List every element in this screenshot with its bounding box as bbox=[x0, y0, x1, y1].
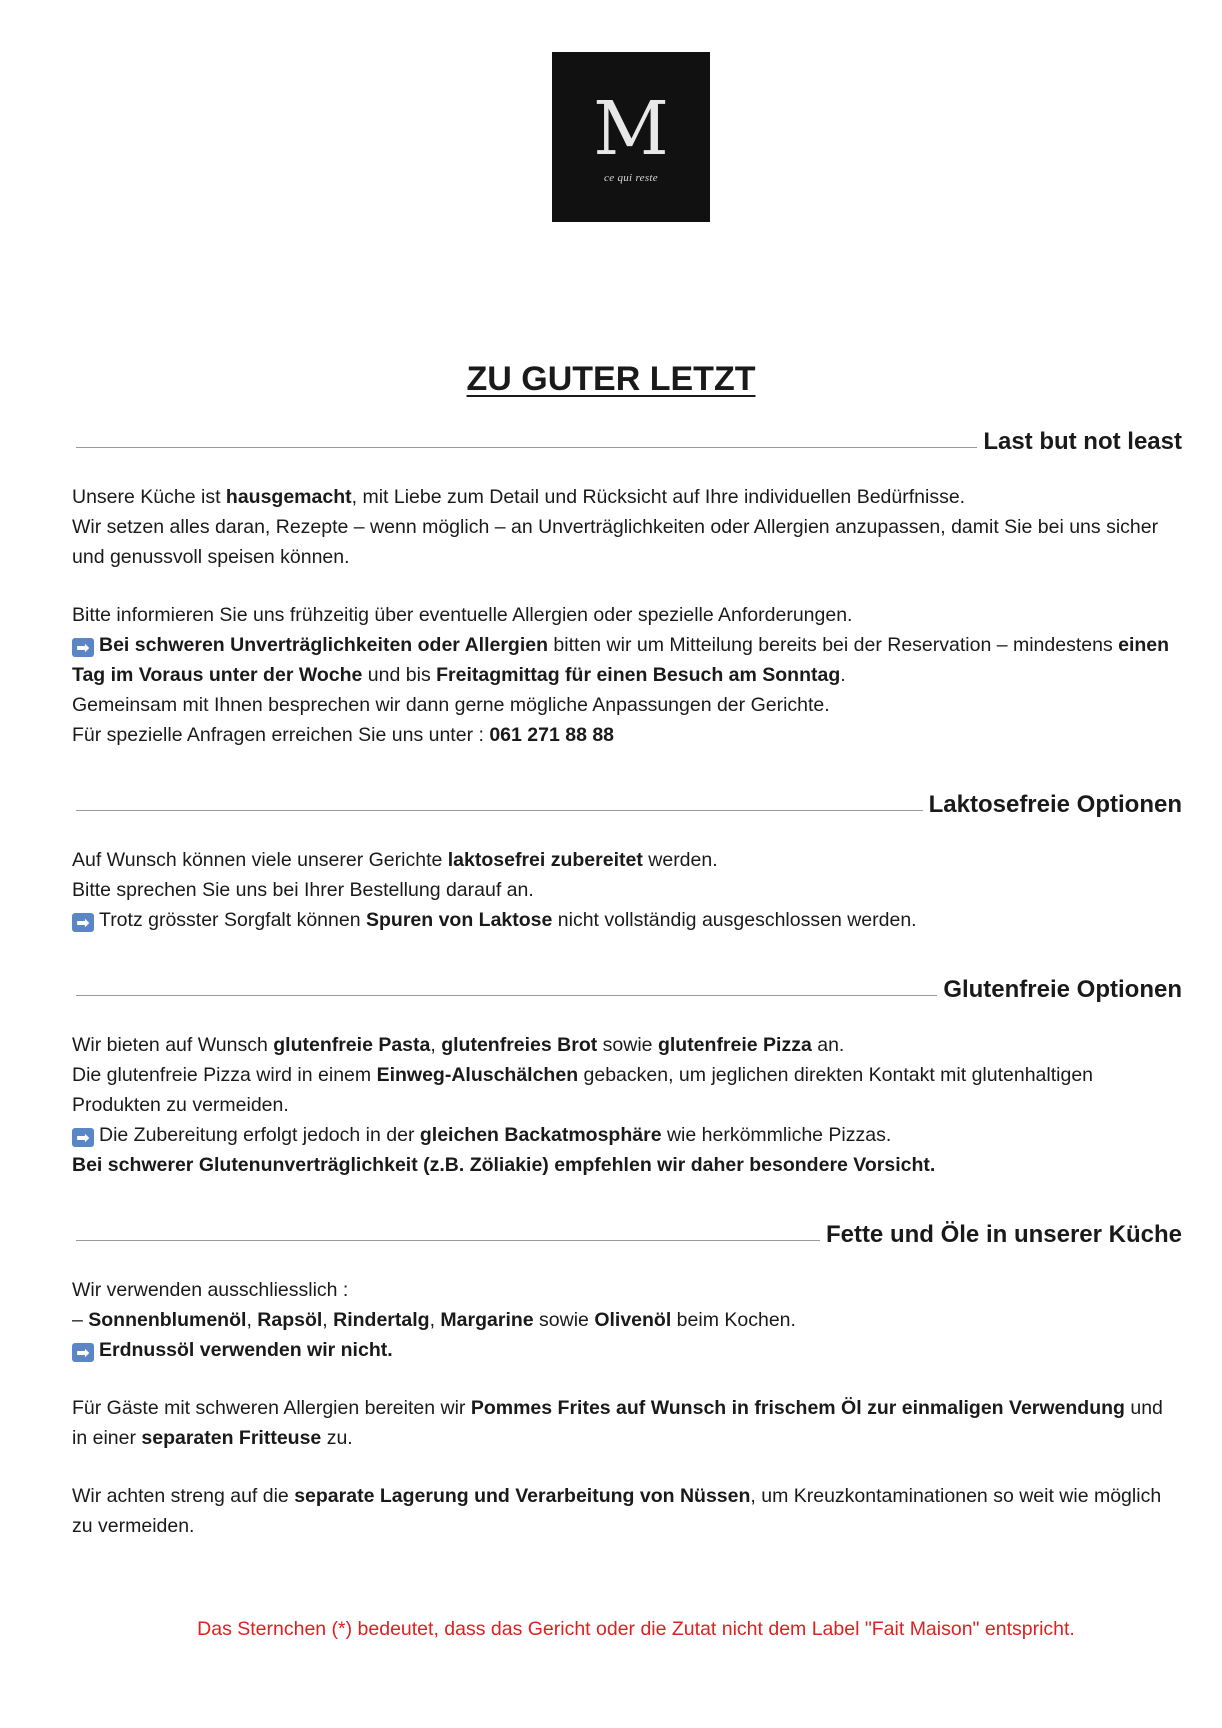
section-body-gluten bbox=[72, 1030, 1182, 1180]
section-heading-fats bbox=[76, 1209, 1182, 1249]
section-body-fats bbox=[72, 1275, 1182, 1541]
paragraph: ➡ Bei schweren Unverträglichkeiten oder Allergien bitten wir um Mitteilung bereits bei der Reservation – mindestens einen Tag im Voraus unter der Woche und bis Freitagmittag für einen Besuch am Sonntag. bbox=[72, 634, 1170, 686]
logo-tagline: ce qui reste bbox=[604, 172, 658, 184]
paragraph: Die glutenfreie Pizza wird in einem Einweg-Aluschälchen gebacken, um jeglichen direkten Kontakt mit glutenhaltigen Produkten zu vermeiden. bbox=[72, 1064, 1094, 1116]
paragraph: Unsere Küche ist hausgemacht, mit Liebe zum Detail und Rücksicht auf Ihre individuellen Bedürfnisse. bbox=[72, 486, 966, 508]
section-heading-intro bbox=[76, 416, 1182, 456]
paragraph: Bei schwerer Glutenunverträglichkeit (z.B. Zöliakie) empfehlen wir daher besondere Vorsicht. bbox=[72, 1154, 936, 1176]
fait-maison-footnote: Das Sternchen (*) bedeutet, dass das Gericht oder die Zutat nicht dem Label "Fait Maison" entspricht. bbox=[197, 1618, 1075, 1640]
phone-number: 061 271 88 88 bbox=[489, 724, 615, 746]
section-heading-lactose bbox=[76, 779, 1182, 819]
paragraph: Wir verwenden ausschliesslich : bbox=[72, 1279, 349, 1301]
paragraph: Wir achten streng auf die separate Lagerung und Verarbeitung von Nüssen, um Kreuzkontaminationen so weit wie möglich zu vermeiden. bbox=[72, 1485, 1162, 1537]
section-title: Fette und Öle in unserer Küche bbox=[820, 1223, 1182, 1247]
arrow-right-icon: ➡ bbox=[72, 638, 94, 657]
section-body-intro bbox=[72, 482, 1182, 750]
paragraph: Wir setzen alles daran, Rezepte – wenn möglich – an Unverträglichkeiten oder Allergien anzupassen, damit Sie bei uns sicher und genussvoll speisen können. bbox=[72, 516, 1159, 568]
paragraph: – Sonnenblumenöl, Rapsöl, Rindertalg, Margarine sowie Olivenöl beim Kochen. bbox=[72, 1309, 796, 1331]
paragraph: Für spezielle Anfragen erreichen Sie uns unter : 061 271 88 88 bbox=[72, 724, 615, 746]
paragraph: ➡ Erdnussöl verwenden wir nicht. bbox=[72, 1335, 1182, 1365]
arrow-right-icon: ➡ bbox=[72, 1128, 94, 1147]
paragraph: Bitte informieren Sie uns frühzeitig über eventuelle Allergien oder spezielle Anforderungen. bbox=[72, 604, 853, 626]
section-title: Last but not least bbox=[977, 430, 1182, 454]
section-heading-gluten bbox=[76, 964, 1182, 1004]
logo-letter: M bbox=[593, 86, 669, 172]
arrow-right-icon: ➡ bbox=[72, 913, 94, 932]
paragraph: Wir bieten auf Wunsch glutenfreie Pasta, glutenfreies Brot sowie glutenfreie Pizza an. bbox=[72, 1034, 845, 1056]
section-title: Glutenfreie Optionen bbox=[937, 978, 1182, 1002]
restaurant-logo bbox=[552, 52, 710, 222]
paragraph: ➡ Die Zubereitung erfolgt jedoch in der gleichen Backatmosphäre wie herkömmliche Pizzas. bbox=[72, 1120, 1182, 1150]
arrow-right-icon: ➡ bbox=[72, 1343, 94, 1362]
section-title: Laktosefreie Optionen bbox=[923, 793, 1182, 817]
paragraph: ➡ Trotz grösster Sorgfalt können Spuren von Laktose nicht vollständig ausgeschlossen werden. bbox=[72, 905, 1182, 935]
paragraph: Bitte sprechen Sie uns bei Ihrer Bestellung darauf an. bbox=[72, 879, 534, 901]
section-body-lactose bbox=[72, 845, 1182, 935]
page-title: ZU GUTER LETZT bbox=[466, 360, 756, 398]
paragraph: Für Gäste mit schweren Allergien bereiten wir Pommes Frites auf Wunsch in frischem Öl zur einmaligen Verwendung und in einer separaten Fritteuse zu. bbox=[72, 1397, 1163, 1449]
paragraph: Gemeinsam mit Ihnen besprechen wir dann gerne mögliche Anpassungen der Gerichte. bbox=[72, 694, 830, 716]
paragraph: Auf Wunsch können viele unserer Gerichte laktosefrei zubereitet werden. bbox=[72, 849, 718, 871]
